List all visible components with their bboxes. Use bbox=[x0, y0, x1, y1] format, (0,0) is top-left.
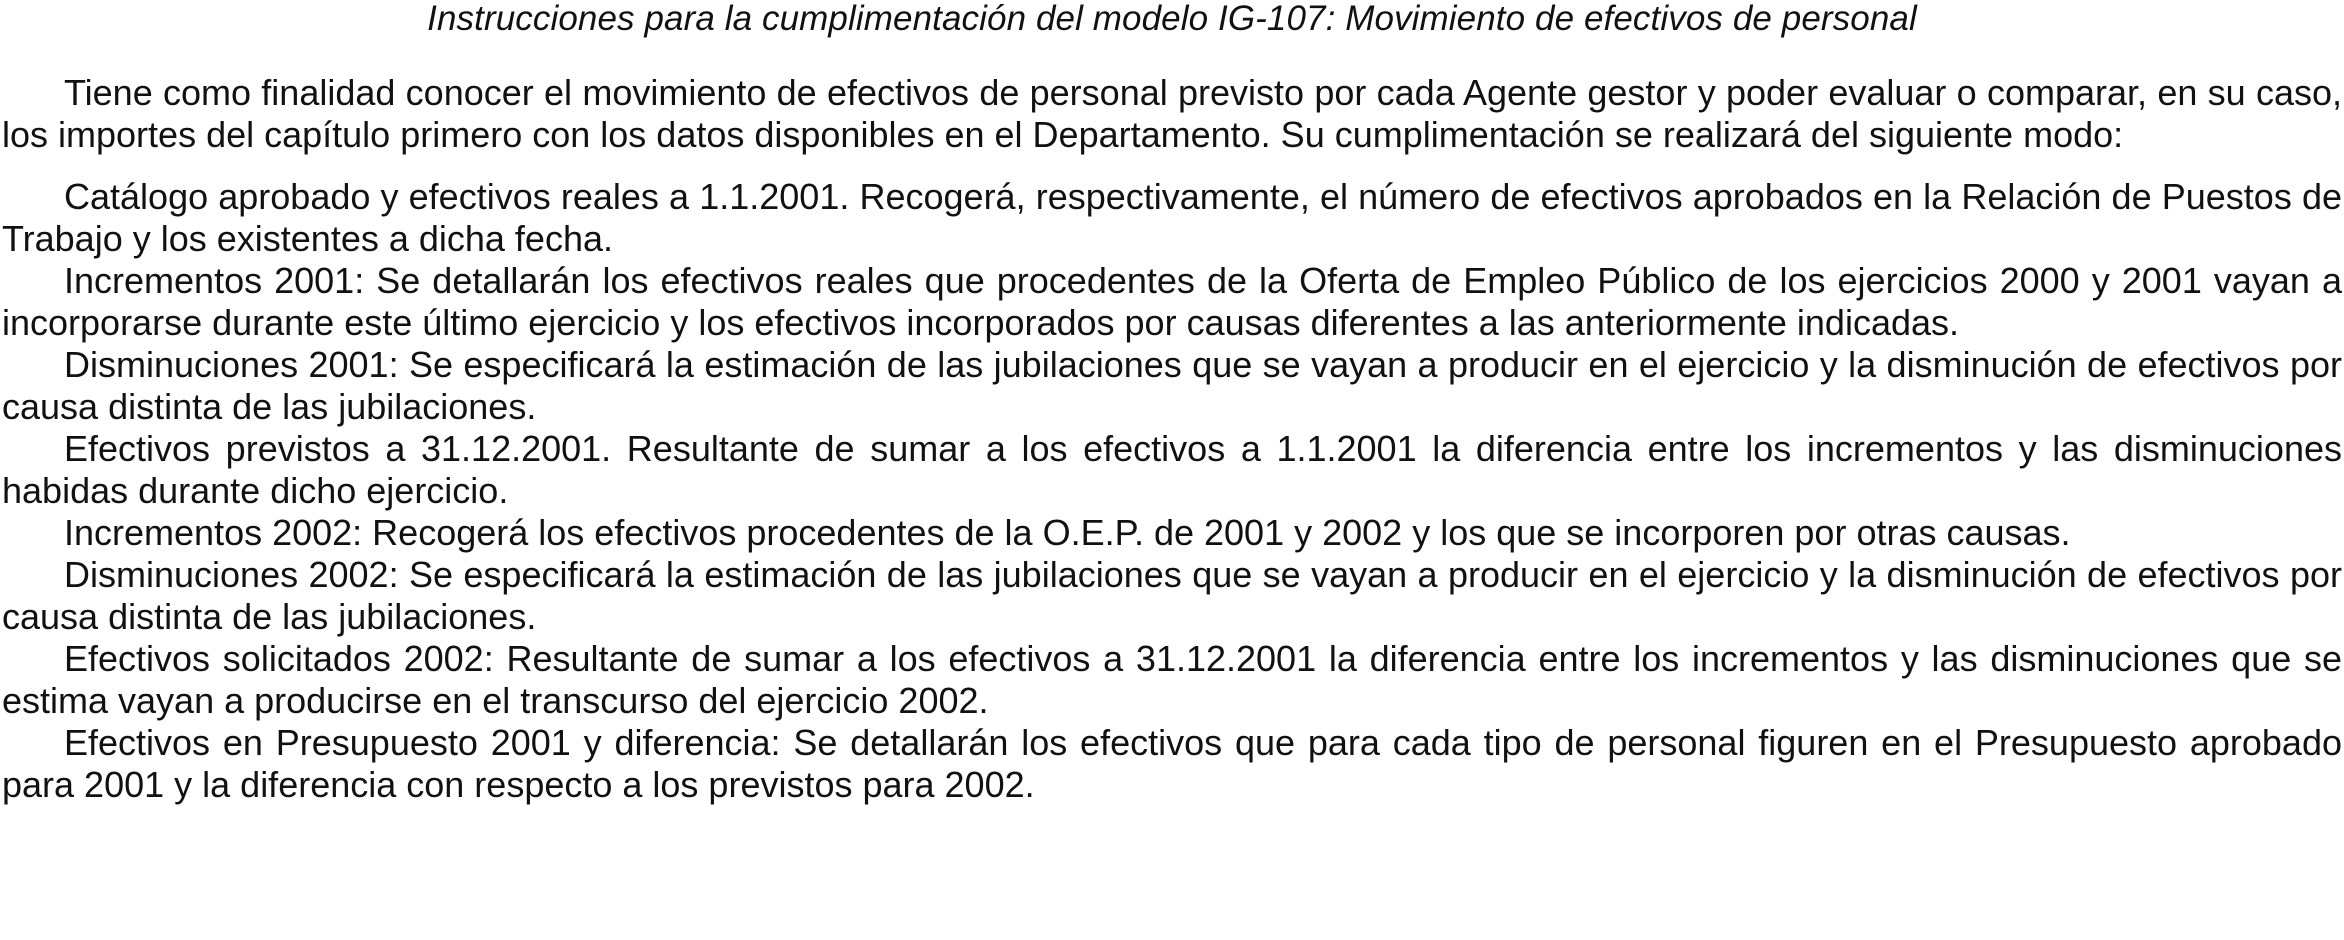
instruction-list bbox=[2, 176, 2342, 806]
instruction-disminuciones-2002: Disminuciones 2002: Se especificará la estimación de las jubilaciones que se vayan a producir en el ejercicio y la disminución de efectivos por causa distinta de las jubilaciones. bbox=[2, 554, 2342, 637]
intro-paragraph: Tiene como finalidad conocer el movimiento de efectivos de personal previsto por cada Agente gestor y poder evaluar o comparar, en su caso, los importes del capítulo primero con los datos disponibles en el Departamento. Su cumplimentación se realizará del siguiente modo: bbox=[2, 72, 2342, 155]
instruction-incrementos-2001: Incrementos 2001: Se detallarán los efectivos reales que procedentes de la Oferta de Empleo Público de los ejercicios 2000 y 2001 vayan a incorporarse durante este último ejercicio y los efectivos incorporados por causas diferentes a las anteriormente indicadas. bbox=[2, 260, 2342, 343]
instruction-efectivos-solicitados-2002: Efectivos solicitados 2002: Resultante de sumar a los efectivos a 31.12.2001 la diferencia entre los incrementos y las disminuciones que se estima vayan a producirse en el transcurso del ejercicio 2002. bbox=[2, 638, 2342, 721]
instruction-efectivos-previstos-2001: Efectivos previstos a 31.12.2001. Resultante de sumar a los efectivos a 1.1.2001 la diferencia entre los incrementos y las disminuciones habidas durante dicho ejercicio. bbox=[2, 428, 2342, 511]
instruction-incrementos-2002: Incrementos 2002: Recogerá los efectivos procedentes de la O.E.P. de 2001 y 2002 y los que se incorporen por otras causas. bbox=[64, 512, 2071, 553]
document-title: Instrucciones para la cumplimentación del modelo IG-107: Movimiento de efectivos de personal bbox=[427, 0, 1917, 38]
instruction-catalogo-efectivos: Catálogo aprobado y efectivos reales a 1.1.2001. Recogerá, respectivamente, el número de efectivos aprobados en la Relación de Puestos de Trabajo y los existentes a dicha fecha. bbox=[2, 176, 2342, 259]
instruction-presupuesto-diferencia: Efectivos en Presupuesto 2001 y diferencia: Se detallarán los efectivos que para cada tipo de personal figuren en el Presupuesto aprobado para 2001 y la diferencia con respecto a los previstos para 2002. bbox=[2, 722, 2342, 805]
instruction-disminuciones-2001: Disminuciones 2001: Se especificará la estimación de las jubilaciones que se vayan a producir en el ejercicio y la disminución de efectivos por causa distinta de las jubilaciones. bbox=[2, 344, 2342, 427]
